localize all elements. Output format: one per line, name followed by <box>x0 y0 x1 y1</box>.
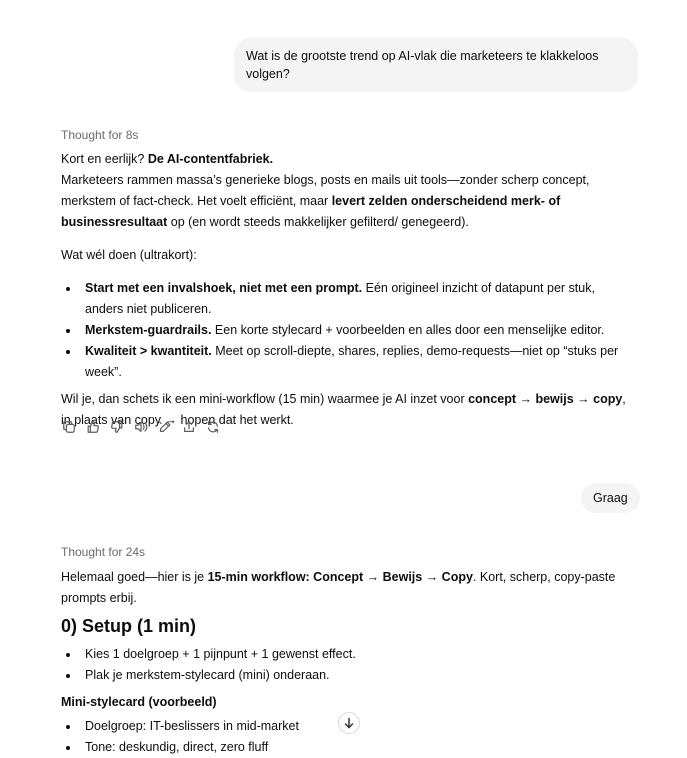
arrow-down-icon <box>343 717 355 729</box>
list-item: Kies 1 doelgroep + 1 pijnpunt + 1 gewenst effect. <box>61 644 636 665</box>
stylecard-heading: Mini-stylecard (voorbeeld) <box>61 695 217 709</box>
reply-1-intro: Kort en eerlijk? De AI-contentfabriek. <box>61 152 274 166</box>
list-item: Kwaliteit > kwantiteit. Meet op scroll-diepte, shares, replies, demo-requests—niet op “stuks per week”. <box>61 341 636 383</box>
reply-2-intro: Helemaal goed—hier is je 15-min workflow: Concept → Bewijs → Copy. Kort, scherp, copy-paste prompts erbij. <box>61 570 616 605</box>
user-message-2-text: Graag <box>593 491 628 505</box>
reply-1-advice-heading: Wat wél doen (ultrakort): <box>61 248 197 262</box>
list-item: Doelgroep: IT-beslissers in mid-market <box>61 716 636 737</box>
list-item: Plak je merkstem-stylecard (mini) onderaan. <box>61 665 636 686</box>
thought-toggle-2[interactable]: Thought for 24s <box>61 545 146 559</box>
reply-1-offer: Wil je, dan schets ik een mini-workflow (15 min) waarmee je AI inzet voor concept → bewijs → copy, in plaats van copy → hopen dat het werkt. <box>61 392 626 427</box>
setup-heading: 0) Setup (1 min) <box>61 616 197 636</box>
scroll-to-bottom-button[interactable] <box>338 712 360 734</box>
reply-1-body: Marketeers rammen massa’s generieke blogs, posts en mails uit tools—zonder scherp concept, merkstem of fact-check. Het voelt efficiënt, maar levert zelden onderscheidend merk- of businessresultaat op (en wordt steeds makkelijker gefilterd/ genegeerd). <box>61 173 590 229</box>
copy-icon[interactable] <box>61 419 77 435</box>
list-item: Tone: deskundig, direct, zero fluff <box>61 737 636 758</box>
read-aloud-icon[interactable] <box>133 419 149 435</box>
edit-icon[interactable] <box>157 419 173 435</box>
assistant-reply-1 <box>61 149 636 431</box>
message-actions <box>61 419 221 435</box>
list-item: Start met een invalshoek, niet met een prompt. Eén origineel inzicht of datapunt per stuk, anders niet publiceren. <box>61 278 636 320</box>
thought-toggle-1[interactable]: Thought for 8s <box>61 128 139 142</box>
user-message-2 <box>581 483 640 513</box>
thumbs-up-icon[interactable] <box>85 419 101 435</box>
user-message-1 <box>234 38 638 92</box>
reply-1-bullet-list <box>61 278 636 383</box>
thumbs-down-icon[interactable] <box>109 419 125 435</box>
list-item: Merkstem-guardrails. Een korte stylecard + voorbeelden en alles door een menselijke editor. <box>61 320 636 341</box>
regenerate-icon[interactable] <box>205 419 221 435</box>
setup-bullet-list <box>61 644 636 686</box>
user-message-1-text: Wat is de grootste trend op AI-vlak die marketeers te klakkeloos volgen? <box>246 49 599 81</box>
share-icon[interactable] <box>181 419 197 435</box>
